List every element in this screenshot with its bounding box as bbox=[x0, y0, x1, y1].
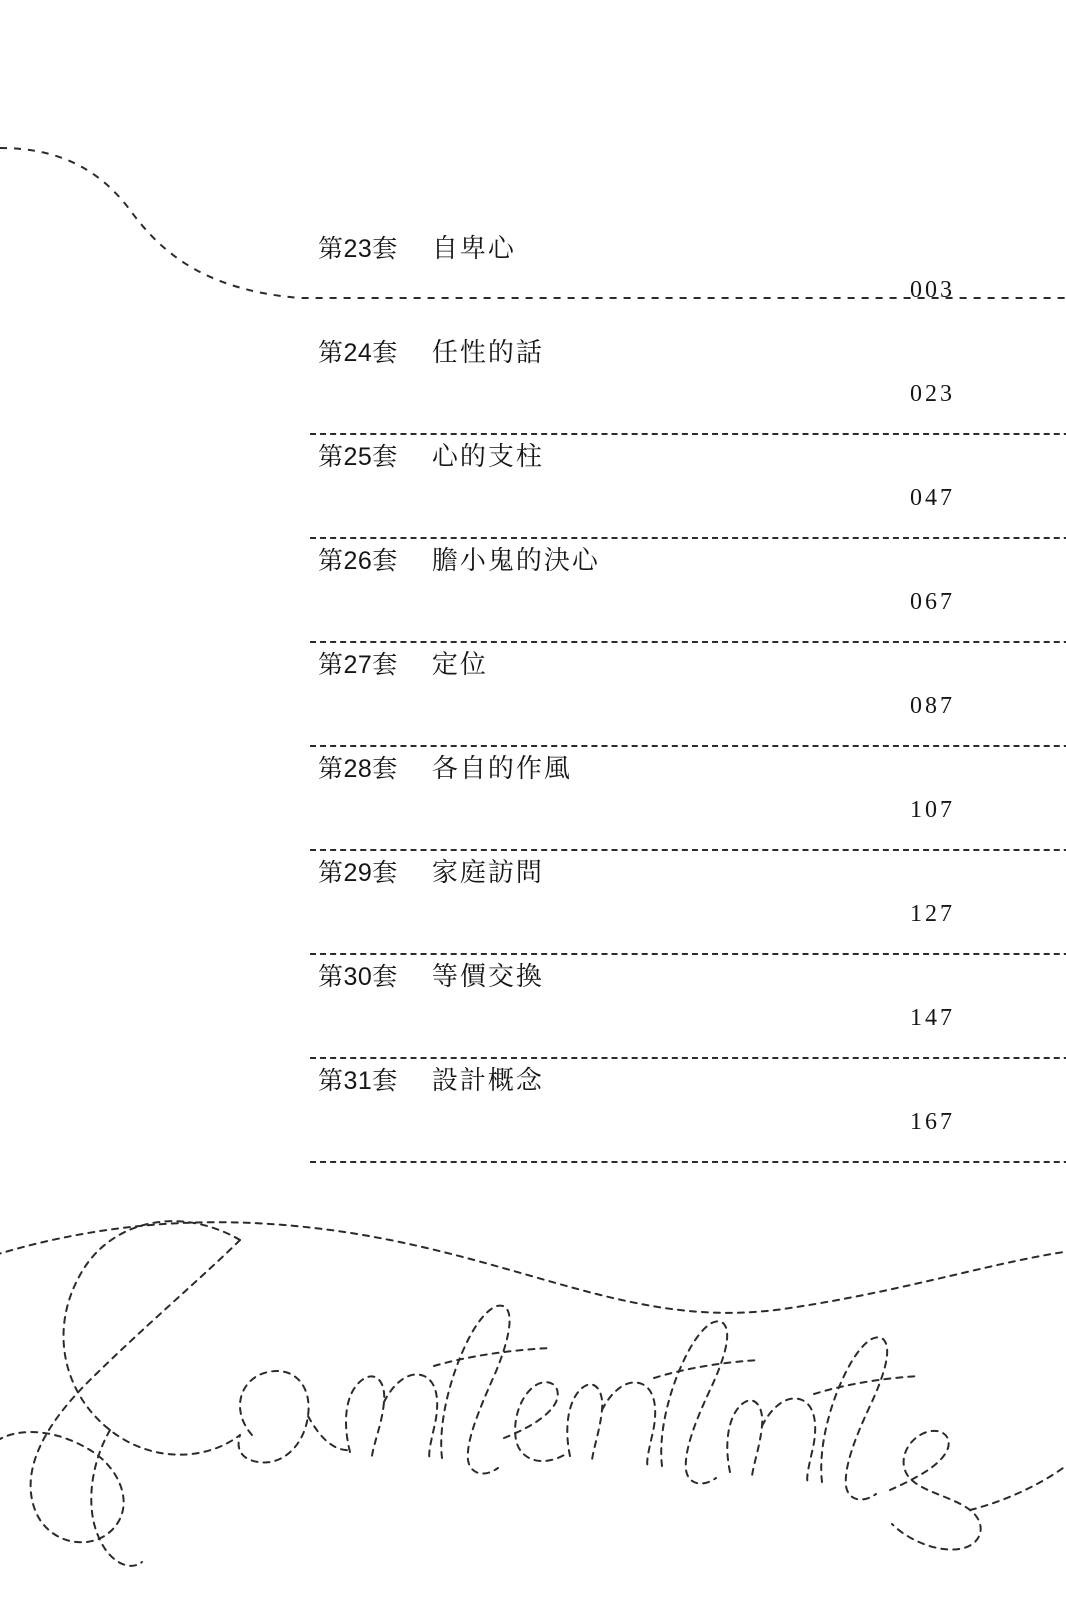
toc-page-number: 127 bbox=[910, 901, 955, 927]
table-of-contents bbox=[310, 228, 1066, 1164]
toc-chapter-number: 第25套 bbox=[318, 443, 398, 471]
toc-chapter-number: 第28套 bbox=[318, 755, 398, 783]
toc-chapter-number: 第30套 bbox=[318, 963, 398, 991]
toc-page-number: 107 bbox=[910, 797, 955, 823]
toc-chapter-number: 第31套 bbox=[318, 1067, 398, 1095]
toc-entry[interactable] bbox=[310, 228, 1066, 332]
toc-page-number: 003 bbox=[910, 277, 955, 303]
toc-entry[interactable] bbox=[310, 956, 1066, 1060]
toc-chapter-title: 定位 bbox=[431, 649, 488, 679]
toc-page-number: 067 bbox=[910, 589, 955, 615]
toc-entry[interactable] bbox=[310, 748, 1066, 852]
toc-chapter-title: 心的支柱 bbox=[431, 441, 544, 471]
toc-chapter-title: 膽小鬼的決心 bbox=[431, 545, 600, 575]
toc-chapter-title: 自卑心 bbox=[431, 233, 516, 263]
toc-page-number: 147 bbox=[910, 1005, 955, 1031]
toc-page-number: 023 bbox=[910, 381, 955, 407]
contents-script-wordmark bbox=[0, 1180, 1066, 1600]
toc-entry[interactable] bbox=[310, 1060, 1066, 1164]
toc-entry[interactable] bbox=[310, 852, 1066, 956]
toc-chapter-title: 設計概念 bbox=[431, 1065, 544, 1095]
toc-chapter-number: 第26套 bbox=[318, 547, 398, 575]
toc-chapter-title: 任性的話 bbox=[431, 337, 544, 367]
toc-page-number: 047 bbox=[910, 485, 955, 511]
toc-chapter-number: 第23套 bbox=[318, 235, 398, 263]
toc-chapter-title: 各自的作風 bbox=[431, 753, 572, 783]
toc-page-number: 167 bbox=[910, 1109, 955, 1135]
toc-entry[interactable] bbox=[310, 436, 1066, 540]
toc-page-number: 087 bbox=[910, 693, 955, 719]
toc-chapter-number: 第29套 bbox=[318, 859, 398, 887]
toc-divider bbox=[310, 1161, 1066, 1164]
toc-chapter-number: 第24套 bbox=[318, 339, 398, 367]
toc-entry[interactable] bbox=[310, 540, 1066, 644]
toc-chapter-title: 家庭訪問 bbox=[431, 857, 544, 887]
toc-entry[interactable] bbox=[310, 644, 1066, 748]
toc-chapter-number: 第27套 bbox=[318, 651, 398, 679]
toc-chapter-title: 等價交換 bbox=[431, 961, 544, 991]
toc-entry[interactable] bbox=[310, 332, 1066, 436]
